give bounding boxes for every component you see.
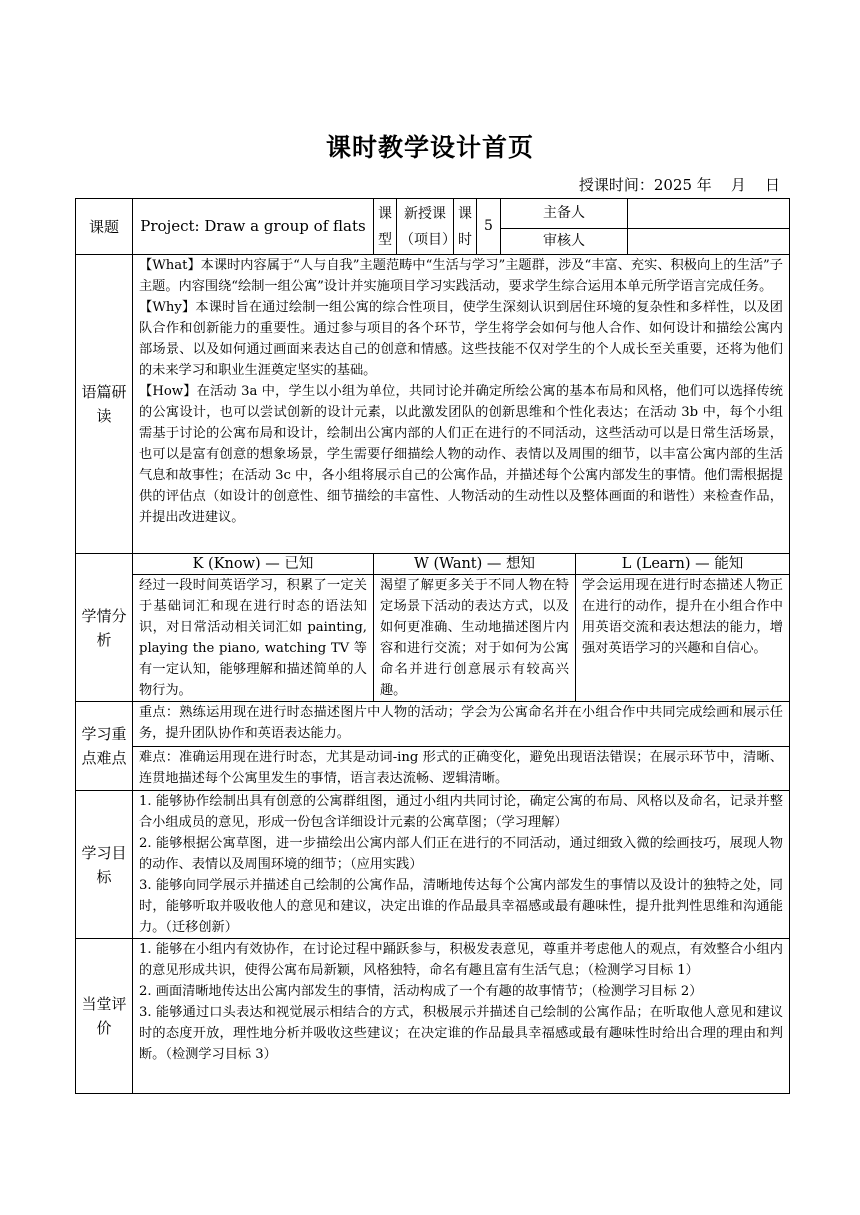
lesson-date — [579, 174, 780, 195]
objectives-list — [133, 791, 790, 939]
periods-label: 课时 — [454, 199, 477, 255]
topic-value: Project: Draw a group of flats — [133, 199, 374, 255]
evaluation-label: 当堂评价 — [76, 939, 133, 1094]
focus-text: 重点：熟练运用现在进行时态描述图片中人物的活动；学会为公寓命名并在小组合作中共同完成绘画和展示任务，提升团队协作和英语表达能力。 — [133, 702, 790, 747]
objectives-label: 学习目标 — [76, 791, 133, 939]
difficulty-text: 难点：准确运用现在进行时态，尤其是动词-ing 形式的正确变化，避免出现语法错误；在展示环节中，清晰、连贯地描述每个公寓里发生的事情，语言表达流畅、逻辑清晰。 — [133, 747, 790, 791]
evaluation-item: 2. 画面清晰地传达出公寓内部发生的事情，活动构成了一个有趣的故事情节；（检测学习目标 2） — [139, 984, 703, 999]
topic-label: 课题 — [76, 199, 133, 255]
objective-item: 1. 能够协作绘制出具有创意的公寓群组图，通过小组内共同讨论，确定公寓的布局、风格以及命名，记录并整合小组成员的意见，形成一份包含详细设计元素的公寓草图；（学习理解） — [139, 794, 783, 830]
objective-item: 2. 能够根据公寓草图，进一步描绘出公寓内部人们正在进行的不同活动，通过细致入微的绘画技巧，展现人物的动作、表情以及周围环境的细节；（应用实践） — [139, 836, 783, 872]
want-text: 渴望了解更多关于不同人物在特定场景下活动的表达方式，以及如何更准确、生动地描述图片内容和进行交流；对于如何为公寓命名并进行创意展示有较高兴趣。 — [374, 575, 576, 702]
date-year: 2025 年 — [653, 176, 712, 194]
reading-what: 【What】本课时内容属于“人与自我”主题范畴中“生活与学习”主题群，涉及“丰富、充实、积极向上的生活”子主题。内容围绕“绘制一组公寓”设计并实施项目学习实践活动，要求学生综合运用本单元所学语言完成任务。 — [139, 258, 783, 294]
reading-content — [133, 255, 790, 554]
type-label: 课型 — [374, 199, 397, 255]
key-points-label: 学习重点难点 — [76, 702, 133, 791]
evaluation-list — [133, 939, 790, 1094]
analysis-label: 学情分析 — [76, 554, 133, 702]
know-header: K (Know) — 已知 — [133, 554, 374, 575]
reading-why: 【Why】本课时旨在通过绘制一组公寓的综合性项目，使学生深刻认识到居住环境的复杂性和多样性，以及团队合作和创新能力的重要性。通过参与项目的各个环节，学生将学会如何与他人合作、如何设计和描绘公寓内部场景、以及如何通过画面来表达自己的创意和情感。这些技能不仅对学生的个人成长至关重要，还将为他们的未来学习和职业生涯奠定坚实的基础。 — [139, 300, 783, 378]
want-header: W (Want) — 想知 — [374, 554, 576, 575]
date-day: 日 — [764, 176, 780, 194]
reviewer-value — [628, 229, 790, 255]
preparer-label: 主备人 — [501, 199, 628, 229]
know-text: 经过一段时间英语学习，积累了一定关于基础词汇和现在进行时态的语法知识，对日常活动相关词汇如 painting, playing the piano, watching TV 等有一定认知，能够理解和描述简单的人物行为。 — [133, 575, 374, 702]
objective-item: 3. 能够向同学展示并描述自己绘制的公寓作品，清晰地传达每个公寓内部发生的事情以及设计的独特之处，同时，能够听取并吸收他人的意见和建议，决定出谁的作品最具幸福感或最有趣味性，提升批判性思维和沟通能力。（迁移创新） — [139, 878, 783, 935]
lesson-design-table — [75, 198, 790, 1094]
reading-label: 语篇研读 — [76, 255, 133, 554]
type-value: 新授课（项目） — [397, 199, 454, 255]
evaluation-item: 3. 能够通过口头表达和视觉展示相结合的方式，积极展示并描述自己绘制的公寓作品；在听取他人意见和建议时的态度开放，理性地分析并吸收这些建议；在决定谁的作品最具幸福感或最有趣味性时给出合理的理由和判断。（检测学习目标 3） — [139, 1005, 783, 1062]
reading-how: 【How】在活动 3a 中，学生以小组为单位，共同讨论并确定所绘公寓的基本布局和风格，他们可以选择传统的公寓设计，也可以尝试创新的设计元素，以此激发团队的创新思维和个性化表达；在活动 3b 中，每个小组需基于讨论的公寓布局和设计，绘制出公寓内部的人们正在进行的不同活动，这些活动可以是日常生活场景，也可以是富有创意的想象场景，学生需要仔细描绘人物的动作、表情以及周围的细节，以丰富公寓内部的生活气息和故事性；在活动 3c 中，各小组将展示自己的公寓作品，并描述每个公寓内部发生的事情。他们需根据提供的评估点（如设计的创意性、细节描绘的丰富性、人物活动的生动性以及整体画面的和谐性）来检查作品，并提出改进建议。 — [139, 384, 783, 525]
date-label: 授课时间： — [578, 176, 654, 194]
learn-text: 学会运用现在进行时态描述人物正在进行的动作，提升在小组合作中用英语交流和表达想法的能力，增强对英语学习的兴趣和自信心。 — [576, 575, 790, 702]
page-title: 课时教学设计首页 — [325, 133, 534, 162]
learn-header: L (Learn) — 能知 — [576, 554, 790, 575]
preparer-value — [628, 199, 790, 229]
periods-value: 5 — [477, 199, 501, 255]
date-month: 月 — [730, 176, 746, 194]
reviewer-label: 审核人 — [501, 229, 628, 255]
evaluation-item: 1. 能够在小组内有效协作，在讨论过程中踊跃参与，积极发表意见，尊重并考虑他人的观点，有效整合小组内的意见形成共识，使得公寓布局新颖，风格独特，命名有趣且富有生活气息；（检测学习目标 1） — [139, 942, 783, 978]
